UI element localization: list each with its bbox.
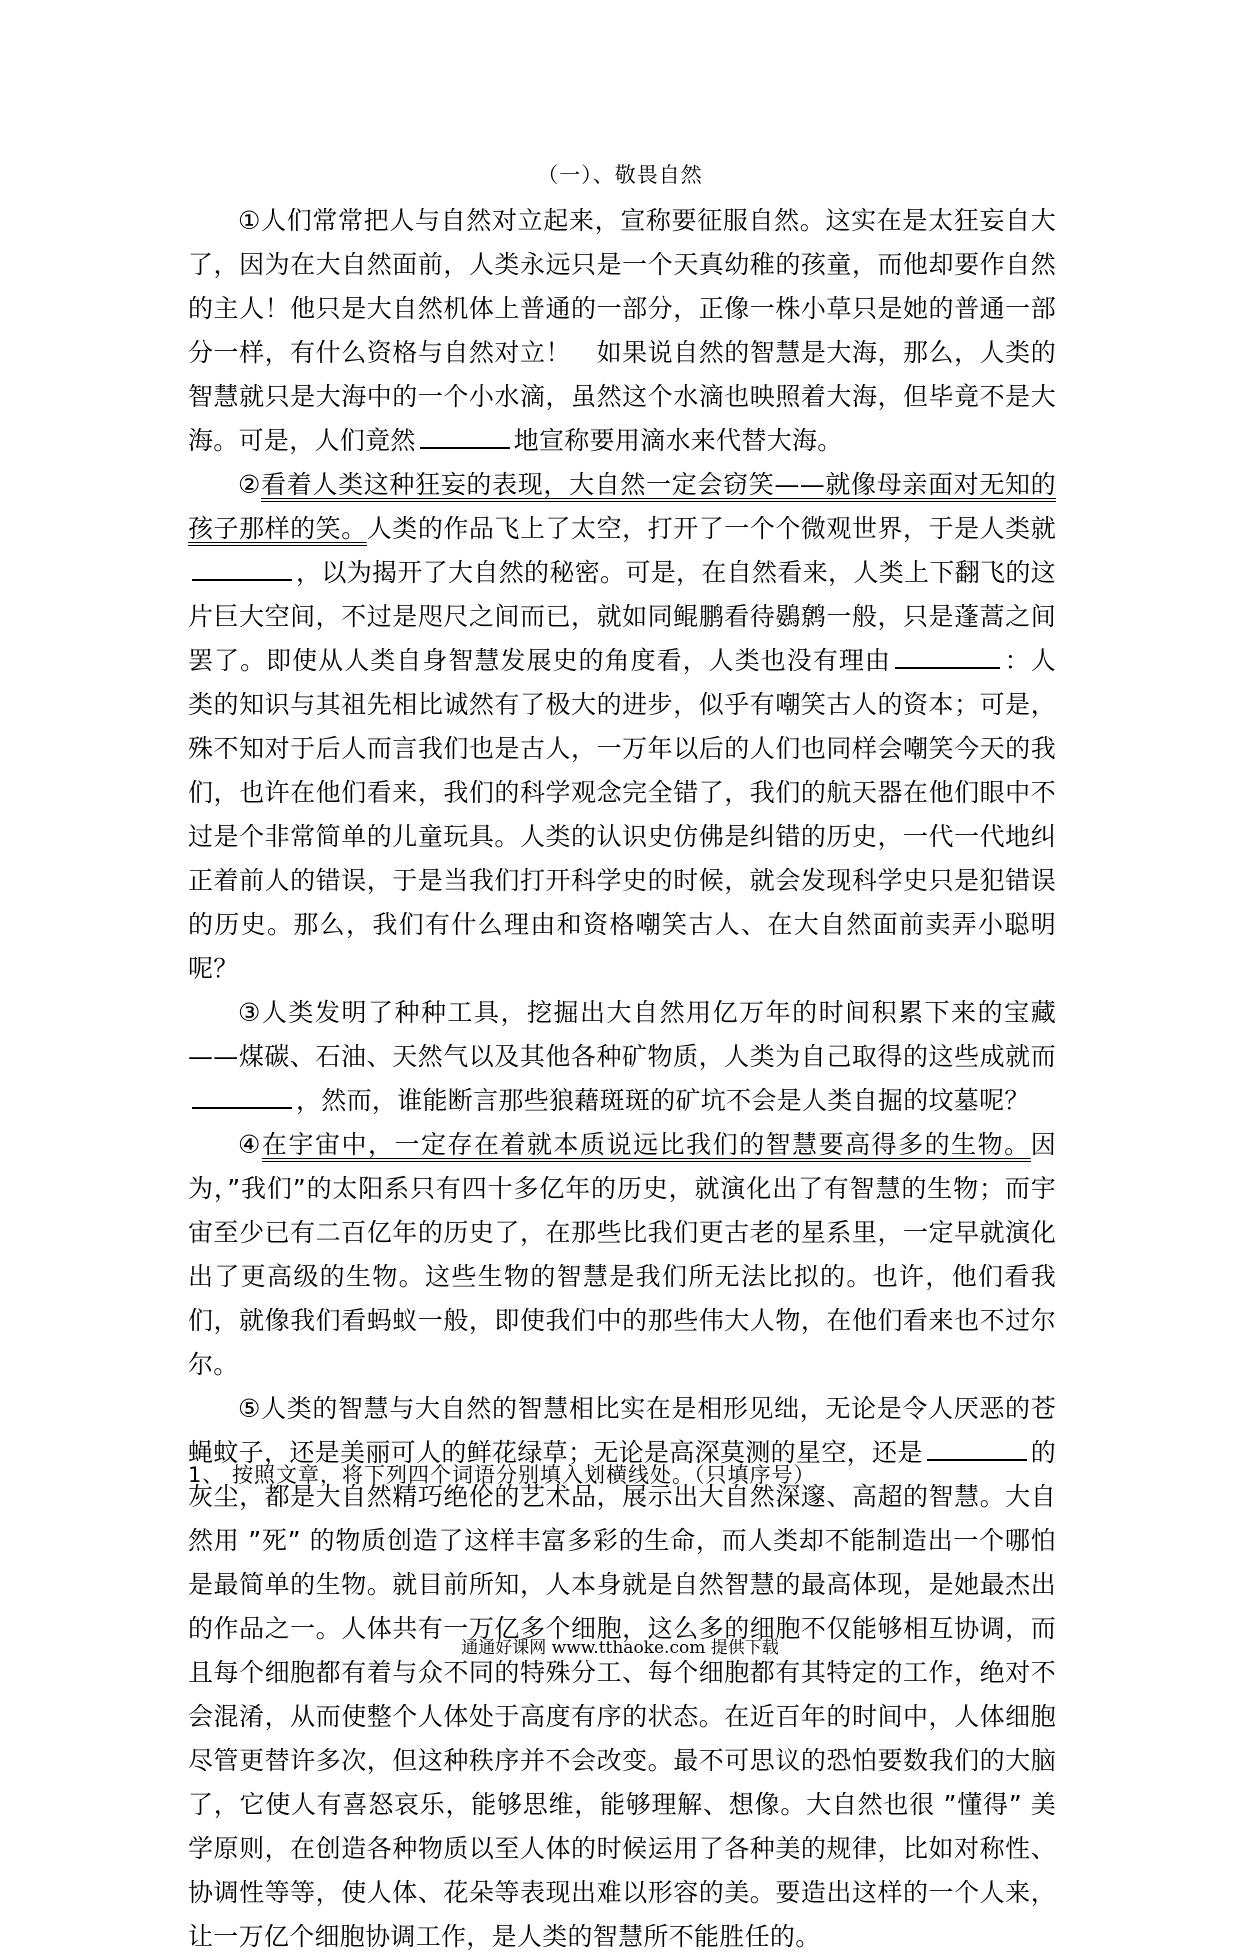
paragraph-4 — [188, 1123, 1056, 1387]
fill-blank-4 — [192, 1087, 292, 1109]
paragraph-2-underlined-sentence: 看着人类这种狂妄的表现，大自然一定会窃笑——就像母亲面对无知的孩子那样的笑。 — [188, 470, 1056, 546]
fill-blank-1 — [420, 427, 510, 449]
paragraph-2-text-c: ：人类的知识与其祖先相比诚然有了极大的进步，似乎有嘲笑古人的资本；可是，殊不知对于后人而言我们也是古人，一万年以后的人们也同样会嘲笑今天的我们，也许在他们看来，我们的科学观念完全错了，我们的航天器在他们眼中不过是个非常简单的儿童玩具。人类的认识史仿佛是纠错的历史，一代一代地纠正着前人的错误，于是当我们打开科学史的时候，就会发现科学史只是犯错误的历史。那么，我们有什么理由和资格嘲笑古人、在大自然面前卖弄小聪明呢？ — [188, 646, 1056, 983]
paragraph-3-text-a: ③人类发明了种种工具，挖掘出大自然用亿万年的时间积累下来的宝藏——煤碳、石油、天然气以及其他各种矿物质，人类为自己取得的这些成就而 — [188, 998, 1056, 1071]
fill-blank-2 — [192, 559, 292, 581]
fill-blank-5 — [927, 1439, 1027, 1461]
paragraph-1-text-b: 地宣称要用滴水来代替大海。 — [513, 426, 843, 455]
question-1: 1、 按照文章，将下列四个词语分别填入划横线处。（只填序号） — [188, 1463, 816, 1487]
paragraph-3-text-b: ，然而，谁能断言那些狼藉斑斑的矿坑不会是人类自掘的坟墓呢？ — [296, 1086, 1030, 1115]
fill-blank-3 — [895, 647, 1000, 669]
paragraph-5-text-a: ⑤人类的智慧与大自然的智慧相比实在是相形见绌，无论是令人厌恶的苍蝇蚊子，还是美丽可人的鲜花绿草；无论是高深莫测的星空，还是 — [188, 1394, 1056, 1467]
article-title: （一）、敬畏自然 — [537, 163, 703, 187]
paragraph-4-underlined-sentence: 在宇宙中，一定存在着就本质说远比我们的智慧要高得多的生物。 — [262, 1130, 1031, 1162]
paragraph-2-text-a: 人类的作品飞上了太空，打开了一个个微观世界，于是人类就 — [366, 514, 1056, 543]
paragraph-1 — [188, 199, 1056, 463]
paragraph-2-text-b: ，以为揭开了大自然的秘密。可是，在自然看来，人类上下翻飞的这片巨大空间，不过是咫尺之间而已，就如同鲲鹏看待鷃鹩一般，只是蓬蒿之间罢了。即使从人类自身智慧发展史的角度看，人类也没有理由 — [188, 558, 1056, 675]
paragraph-1-text-a: ①人们常常把人与自然对立起来，宣称要征服自然。这实在是太狂妄自大了，因为在大自然面前，人类永远只是一个天真幼稚的孩童，而他却要作自然的主人！他只是大自然机体上普通的一部分，正像一株小草只是她的普通一部分一样，有什么资格与自然对立！ 如果说自然的智慧是大海，那么，人类的智慧就只是大海中的一个小水滴，虽然这个水滴也映照着大海，但毕竟不是大海。可是，人们竟然 — [188, 206, 1056, 455]
article-body — [188, 199, 1056, 1959]
paragraph-3 — [188, 991, 1056, 1123]
paragraph-4-text: 因为，”我们”的太阳系只有四十多亿年的历史，就演化出了有智慧的生物；而宇宙至少已有二百亿年的历史了，在那些比我们更古老的星系里，一定早就演化出了更高级的生物。这些生物的智慧是我们所无法比拟的。也许，他们看我们，就像我们看蚂蚁一般，即使我们中的那些伟大人物，在他们看来也不过尔尔。 — [188, 1130, 1056, 1379]
page-footer: 通通好课网 www.tthaoke.com 提供下载 — [461, 1638, 779, 1658]
paragraph-2-number: ② — [238, 470, 262, 499]
paragraph-2 — [188, 463, 1056, 991]
paragraph-5-text-b: 的灰尘，都是大自然精巧绝伦的艺术品，展示出大自然深邃、高超的智慧。大自然用 ”死” 的物质创造了这样丰富多彩的生命，而人类却不能制造出一个哪怕是最简单的生物。就目前所知，人本身就是自然智慧的最高体现，是她最杰出的作品之一。人体共有一万亿多个细胞，这么多的细胞不仅能够相互协调，而且每个细胞都有着与众不同的特殊分工、每个细胞都有其特定的工作，绝对不会混淆，从而使整个人体处于高度有序的状态。在近百年的时间中，人体细胞尽管更替许多次，但这种秩序并不会改变。最不可思议的恐怕要数我们的大脑了，它使人有喜怒哀乐，能够思维，能够理解、想像。大自然也很 ”懂得” 美学原则，在创造各种物质以至人体的时候运用了各种美的规律，比如对称性、协调性等等，使人体、花朵等表现出难以形容的美。要造出这样的一个人来，让一万亿个细胞协调工作，是人类的智慧所不能胜任的。 — [188, 1438, 1056, 1951]
paragraph-4-number: ④ — [238, 1130, 262, 1159]
